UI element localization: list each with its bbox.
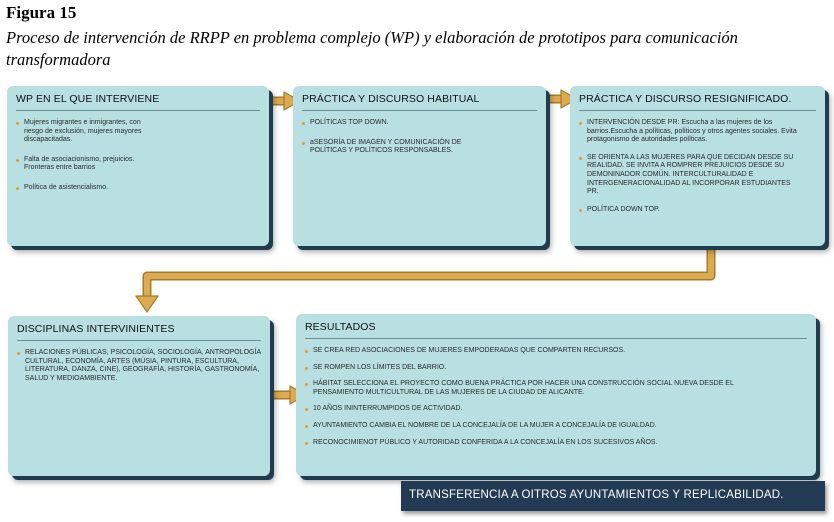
transfer-banner: TRANSFERENCIA A OITROS AYUNTAMIENTOS Y REPLICABILIDAD. <box>401 481 825 511</box>
list-item: aSESORÍA DE IMAGEN Y COMUNICACIÓN DE POLÍTICAS Y POLÍTICOS RESPONSABLES. <box>302 139 537 156</box>
list-item: SE CREA RED ASOCIACIONES DE MUJERES EMPODERADAS QUE COMPARTEN RECURSOS. <box>305 347 807 356</box>
box-resignificado-title: PRÁCTICA Y DISCURSO RESIGNIFICADO. <box>579 93 816 111</box>
list-item: SE ORIENTA A LAS MUJERES PARA QUE DECIDAN DESDE SU REALIDAD. SE INVITA A ROMPRER PREJUICIOS DESDE SU DEMONINADOR COMÚN. INTERCULTURALIDAD E INTERGENERACIONALIDAD AL INCORPORAR ESTUDIANTES PR. <box>579 154 816 197</box>
box-wp <box>7 86 269 246</box>
arrowhead-3 <box>136 296 158 312</box>
list-item: POLÍTICAS TOP DOWN. <box>302 119 537 128</box>
list-item: HÁBITAT SELECCIONA EL PROYECTO COMO BUENA PRÁCTICA POR HACER UNA CONSTRUCCIÓN SOCIAL NUEVA DESDE EL PENSAMIENTO MULTICULTURAL DE LAS MUJERES DE LA CIUDAD DE ALICANTE. <box>305 380 807 397</box>
figure-label: Figura 15 <box>6 3 77 22</box>
box-disciplinas <box>8 316 270 476</box>
box-wp-title: WP EN EL QUE INTERVIENE <box>16 93 260 111</box>
list-item: Mujeres migrantes e inmigrantes, con riesgo de exclusión, mujeres mayores discapacitadas. <box>16 119 260 145</box>
box-resultados <box>296 314 816 476</box>
box-resignificado <box>570 86 825 246</box>
list-item: INTERVENCIÓN DESDE PR: Escucha a las mujeres de los barrios.Escucha a políticas, políticos y otros agentes sociales. Evita protagonismo de autoridades políticas. <box>579 119 816 145</box>
list-item: Política de asistencialismo. <box>16 184 260 193</box>
list-item: Falta de asociacionismo, prejuicios. Fronteras entre barrios <box>16 156 260 173</box>
box-resultados-title: RESULTADOS <box>305 321 807 339</box>
list-item: AYUNTAMIENTO CAMBIA EL NOMBRE DE LA CONCEJALÍA DE LA MUJER A CONCEJALÍA DE IGUALDAD. <box>305 422 807 431</box>
list-item: SE ROMPEN LOS LÍMITES DEL BARRIO. <box>305 364 807 373</box>
list-item: RECONOCIMIENOT PÚBLICO Y AUTORIDAD CONFERIDA A LA CONCEJALÍA EN LOS SUCESIVOS AÑOS. <box>305 439 807 448</box>
box-practica <box>293 86 546 246</box>
list-item: 10 AÑOS ININTERRUMPIDOS DE ACTIVIDAD. <box>305 405 807 414</box>
list-item: POLÍTICA DOWN TOP. <box>579 206 816 215</box>
box-disciplinas-title: DISCIPLINAS INTERVINIENTES <box>17 323 261 341</box>
list-item: RELACIONES PÚBLICAS, PSICOLOGÍA, SOCIOLOGÍA, ANTROPOLOGÍA CULTURAL, ECONOMÍA, ARTES (MÚSIA, PINTURA, ESCULTURA, LITERATURA, DANZA, CINE), GEOGRAFÍA, HISTORÍA, GASTRONOMÍA, SALUD Y MEDIOAMBIENTE. <box>17 349 261 383</box>
box-practica-title: PRÁCTICA Y DISCURSO HABITUAL <box>302 93 537 111</box>
figure-caption: Proceso de intervención de RRPP en problema complejo (WP) y elaboración de prototipos para comunicación transformadora <box>6 28 738 69</box>
